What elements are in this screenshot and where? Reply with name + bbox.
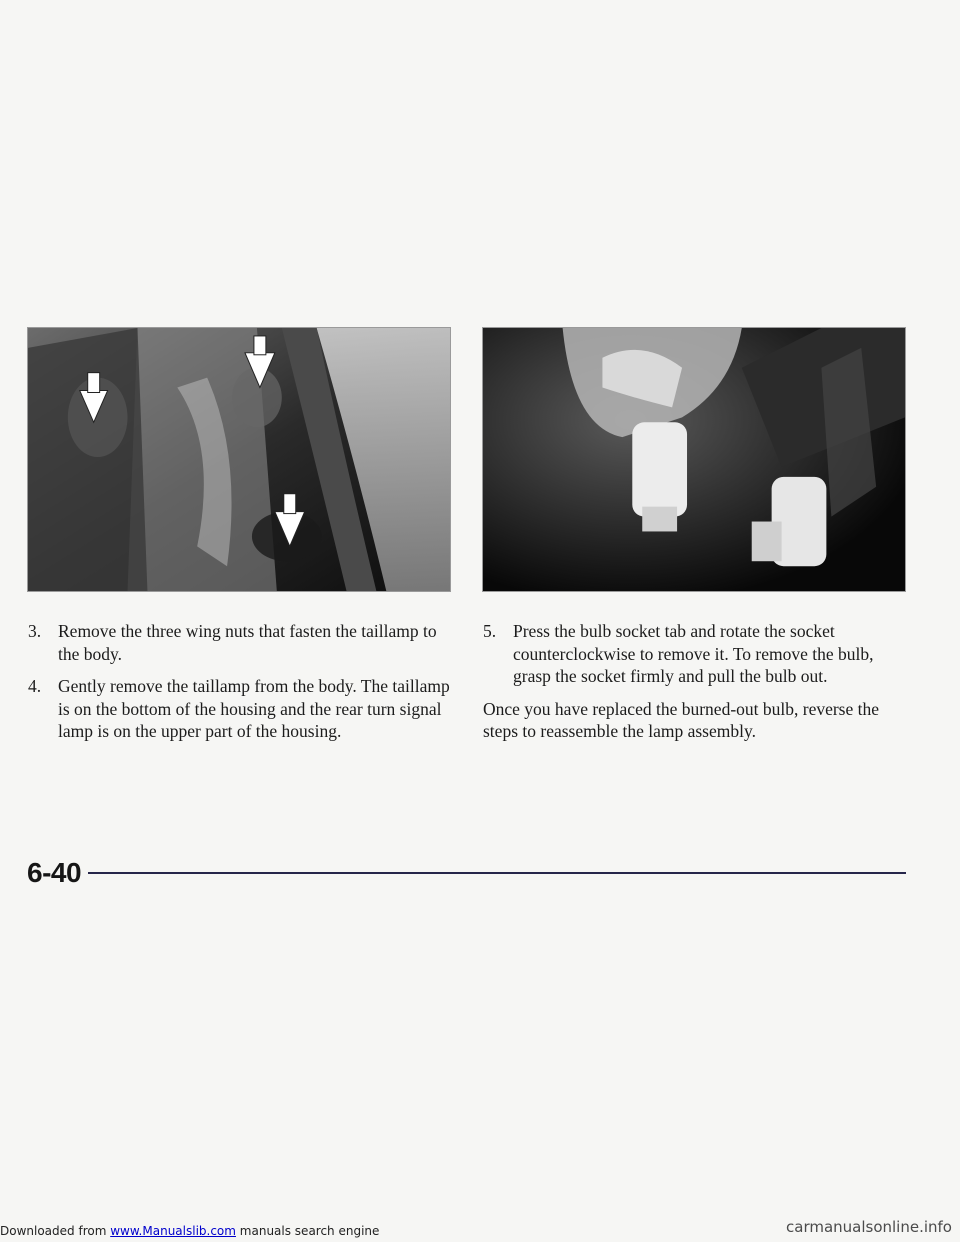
step-number: 5. bbox=[483, 621, 497, 641]
download-banner bbox=[0, 1224, 379, 1238]
taillamp-housing-photo bbox=[27, 327, 451, 592]
step-text: Remove the three wing nuts that fasten the taillamp to the body. bbox=[58, 621, 437, 664]
download-prefix: Downloaded from bbox=[0, 1224, 107, 1238]
download-suffix: manuals search engine bbox=[239, 1224, 380, 1238]
footer-rule bbox=[88, 872, 906, 874]
watermark: carmanualsonline.info bbox=[786, 1218, 952, 1236]
manualslib-link[interactable]: www.Manualslib.com bbox=[110, 1224, 236, 1238]
step-number: 4. bbox=[28, 676, 42, 696]
taillamp-housing-illustration bbox=[28, 328, 450, 591]
bulb-socket-illustration bbox=[483, 328, 905, 591]
step-text: Press the bulb socket tab and rotate the socket counterclockwise to remove it. To remove the bulb, grasp the socket firmly and pull the bulb out. bbox=[513, 621, 874, 686]
right-instructions bbox=[483, 620, 913, 743]
bulb-socket-photo bbox=[482, 327, 906, 592]
step-text: Gently remove the taillamp from the body. The taillamp is on the bottom of the housing and the rear turn signal lamp is on the upper part of the housing. bbox=[58, 676, 450, 741]
step-3 bbox=[28, 620, 456, 665]
step-number: 3. bbox=[28, 621, 42, 641]
left-instructions bbox=[28, 620, 456, 753]
page-number: 6-40 bbox=[27, 857, 82, 888]
step-5 bbox=[483, 620, 913, 688]
closing-paragraph: Once you have replaced the burned-out bulb, reverse the steps to reassemble the lamp assembly. bbox=[483, 698, 880, 741]
step-4 bbox=[28, 675, 456, 743]
